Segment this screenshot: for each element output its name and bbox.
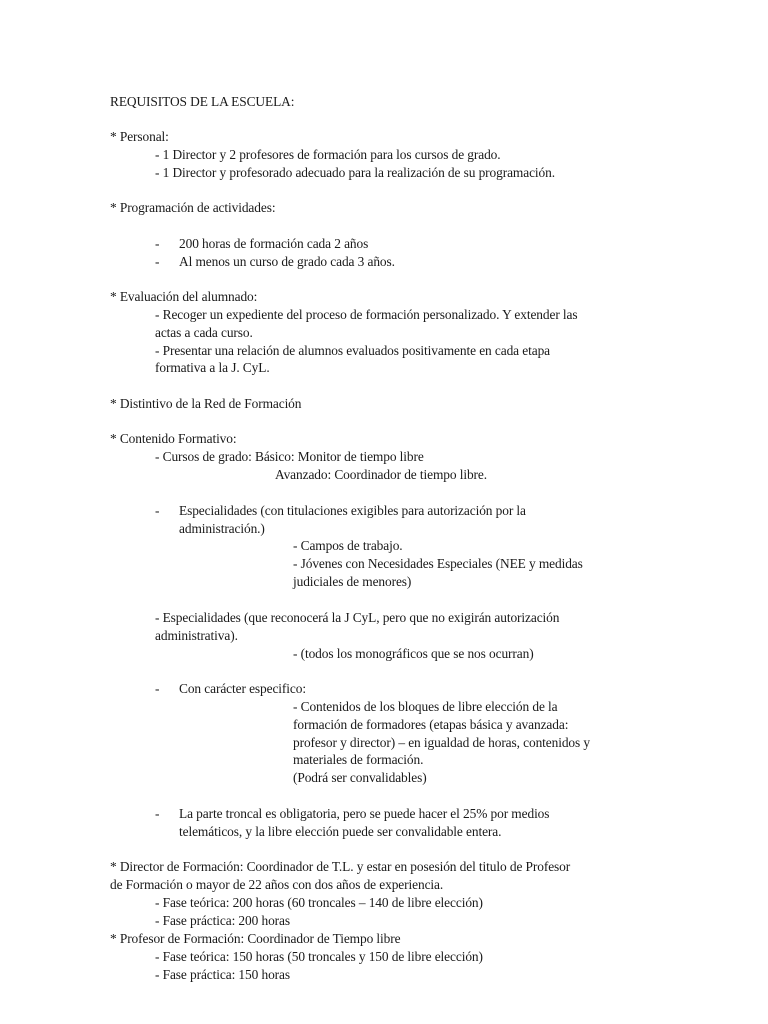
sub-item: profesor y director) – en igualdad de horas, contenidos y [293, 735, 590, 750]
paragraph-line: administrativa). [155, 628, 238, 643]
list-item [155, 502, 526, 519]
sub-item: (Podrá ser convalidables) [293, 770, 427, 785]
section-heading-evaluacion: * Evaluación del alumnado: [110, 289, 258, 304]
paragraph-line: formativa a la J. CyL. [155, 360, 270, 375]
paragraph-line: de Formación o mayor de 22 años con dos años de experiencia. [110, 877, 444, 892]
list-item-text: La parte troncal es obligatoria, pero se puede hacer el 25% por medios [179, 806, 550, 821]
list-item-text: Al menos un curso de grado cada 3 años. [179, 254, 395, 269]
list-dash: - [155, 236, 160, 251]
sub-item: - Contenidos de los bloques de libre elección de la [293, 699, 558, 714]
section-heading-programacion: * Programación de actividades: [110, 200, 276, 215]
sub-item: - (todos los monográficos que se nos ocurran) [293, 646, 534, 661]
section-heading-profesor: * Profesor de Formación: Coordinador de Tiempo libre [110, 931, 401, 946]
list-item: - 1 Director y profesorado adecuado para la realización de su programación. [155, 165, 555, 180]
paragraph-line: - Especialidades (que reconocerá la J CyL, pero que no exigirán autorización [155, 610, 560, 625]
list-item-text: 200 horas de formación cada 2 años [179, 236, 369, 251]
list-item: - 1 Director y 2 profesores de formación para los cursos de grado. [155, 147, 501, 162]
sub-item: materiales de formación. [293, 752, 424, 767]
paragraph-line: administración.) [179, 521, 265, 536]
paragraph-line: - Presentar una relación de alumnos evaluados positivamente en cada etapa [155, 343, 551, 358]
sub-item: - Campos de trabajo. [293, 538, 403, 553]
sub-item: - Jóvenes con Necesidades Especiales (NEE y medidas [293, 556, 583, 571]
list-dash: - [155, 681, 160, 696]
section-heading-distintivo: * Distintivo de la Red de Formación [110, 396, 302, 411]
paragraph-line: actas a cada curso. [155, 325, 253, 340]
section-heading-personal: * Personal: [110, 129, 169, 144]
list-item: - Fase teórica: 150 horas (50 troncales y 150 de libre elección) [155, 949, 483, 964]
list-item-text: Con carácter especifico: [179, 681, 306, 696]
list-dash: - [155, 806, 160, 821]
sub-item: formación de formadores (etapas básica y avanzada: [293, 717, 569, 732]
list-item: - Fase teórica: 200 horas (60 troncales – 140 de libre elección) [155, 895, 483, 910]
sub-item: judiciales de menores) [293, 574, 412, 589]
list-item [155, 235, 368, 252]
document-title: REQUISITOS DE LA ESCUELA: [110, 94, 295, 109]
list-item-text: Especialidades (con titulaciones exigibles para autorización por la [179, 503, 526, 518]
paragraph-line: telemáticos, y la libre elección puede ser convalidable entera. [179, 824, 502, 839]
list-dash: - [155, 503, 160, 518]
list-item: - Fase práctica: 150 horas [155, 967, 290, 982]
list-item [155, 680, 306, 697]
list-item [155, 805, 549, 822]
paragraph-line: - Cursos de grado: Básico: Monitor de tiempo libre [155, 449, 424, 464]
section-heading-contenido: * Contenido Formativo: [110, 431, 237, 446]
paragraph-line: Avanzado: Coordinador de tiempo libre. [275, 467, 487, 482]
section-heading-director: * Director de Formación: Coordinador de T.L. y estar en posesión del titulo de Profesor [110, 859, 571, 874]
list-item [155, 253, 395, 270]
paragraph-line: - Recoger un expediente del proceso de formación personalizado. Y extender las [155, 307, 578, 322]
list-dash: - [155, 254, 160, 269]
list-item: - Fase práctica: 200 horas [155, 913, 290, 928]
